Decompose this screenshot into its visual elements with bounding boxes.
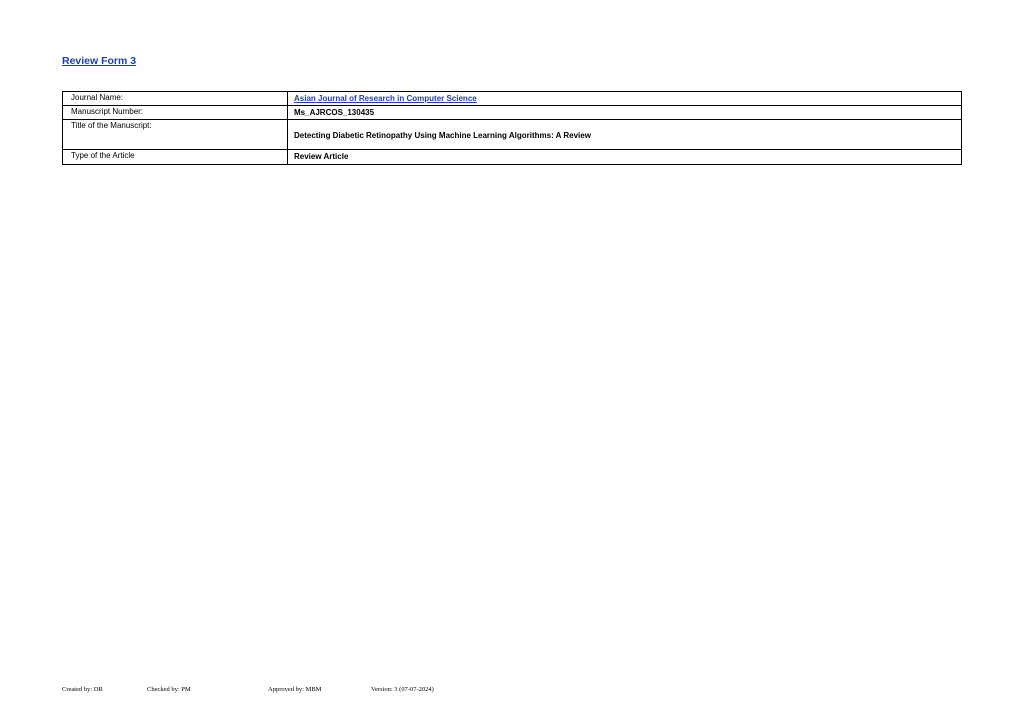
page-footer bbox=[0, 686, 1024, 698]
manuscript-number-label: Manuscript Number: bbox=[63, 106, 288, 120]
footer-approved-by: Approved by: MBM bbox=[268, 686, 322, 693]
article-type-value: Review Article bbox=[288, 150, 962, 165]
manuscript-title-label: Title of the Manuscript: bbox=[63, 120, 288, 150]
table-row-manuscript-number bbox=[63, 106, 962, 120]
form-title: Review Form 3 bbox=[62, 55, 137, 67]
table-row-manuscript-title bbox=[63, 120, 962, 150]
manuscript-info-table bbox=[62, 91, 962, 165]
journal-name-link[interactable]: Asian Journal of Research in Computer Science bbox=[294, 94, 477, 103]
footer-created-by: Created by: DR bbox=[62, 686, 103, 693]
journal-name-value bbox=[288, 92, 962, 106]
journal-name-label: Journal Name: bbox=[63, 92, 288, 106]
article-type-label: Type of the Article bbox=[63, 150, 288, 165]
manuscript-number-value: Ms_AJRCOS_130435 bbox=[288, 106, 962, 120]
footer-checked-by: Checked by: PM bbox=[147, 686, 191, 693]
table-row-journal-name bbox=[63, 92, 962, 106]
table-row-article-type bbox=[63, 150, 962, 165]
footer-version: Version: 3 (07-07-2024) bbox=[371, 686, 434, 693]
manuscript-title-value: Detecting Diabetic Retinopathy Using Machine Learning Algorithms: A Review bbox=[288, 120, 962, 150]
